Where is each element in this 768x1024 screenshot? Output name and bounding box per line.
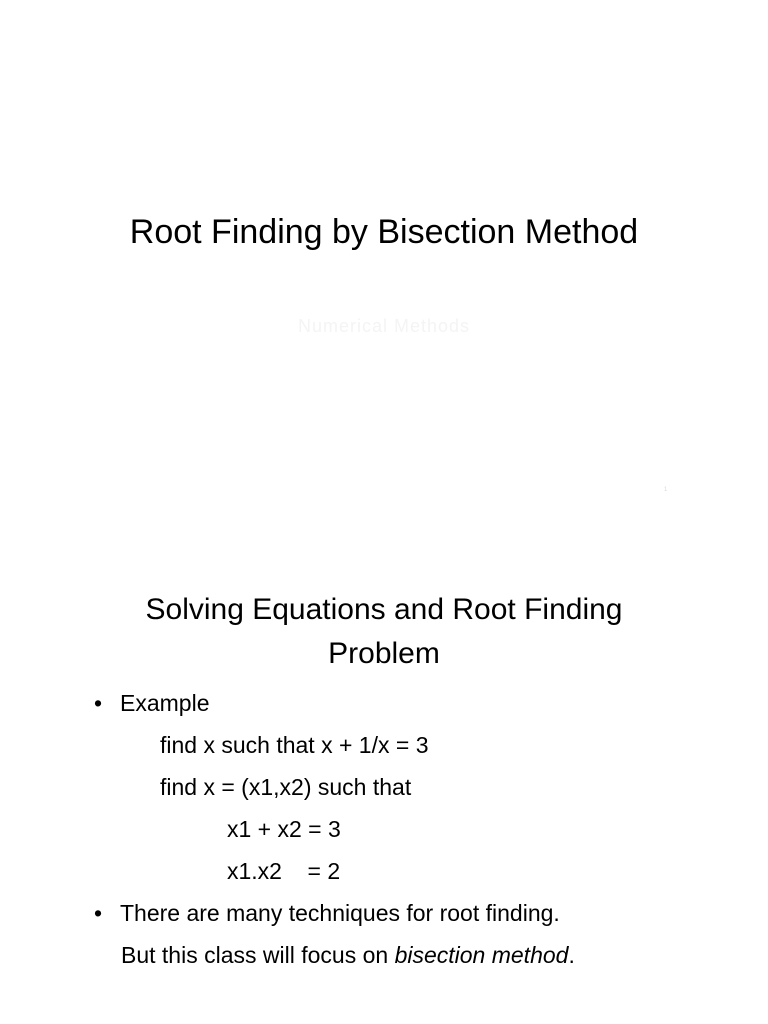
equation-line: x1 + x2 = 3 <box>227 816 341 842</box>
bullet-continuation <box>121 940 575 970</box>
slide-2 <box>0 512 768 1024</box>
bullet-dot: • <box>94 900 103 926</box>
continuation-punct: . <box>568 942 575 968</box>
bullet-dot: • <box>94 690 103 716</box>
bullet-text: There are many techniques for root finding. <box>120 900 560 926</box>
slide-title <box>0 588 768 676</box>
slide-title: Root Finding by Bisection Method <box>129 213 639 251</box>
slide-subtitle: Numerical Methods <box>297 316 471 336</box>
bullet-text: Example <box>120 690 210 716</box>
slide-number: 1 <box>664 487 668 493</box>
equation-line: find x such that x + 1/x = 3 <box>160 732 429 758</box>
slide-title-line-1: Solving Equations and Root Finding <box>145 593 623 626</box>
equation-line: find x = (x1,x2) such that <box>160 774 412 800</box>
slide-title-line-2: Problem <box>328 637 440 670</box>
continuation-text: But this class will focus on <box>121 942 395 968</box>
emphasis-text: bisection method <box>394 942 569 968</box>
equation-line: x1.x2 = 2 <box>227 858 341 884</box>
